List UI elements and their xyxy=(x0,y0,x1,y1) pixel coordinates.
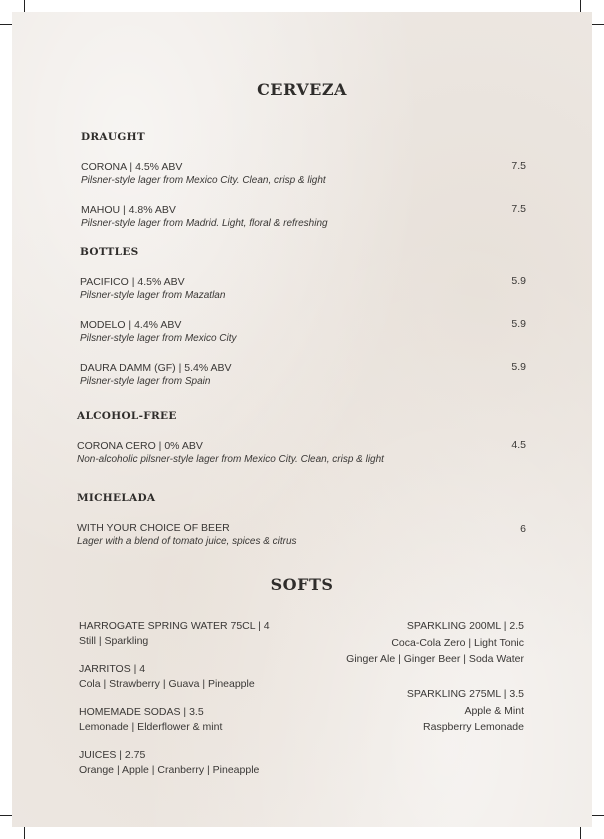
item-desc: Pilsner-style lager from Madrid. Light, floral & refreshing xyxy=(81,218,328,229)
item-name: MAHOU | 4.8% ABV xyxy=(81,204,176,216)
menu-item-modelo xyxy=(80,318,237,346)
crop-mark-bottom-left-v xyxy=(24,827,25,839)
item-options: Ginger Ale | Ginger Beer | Soda Water xyxy=(346,653,524,665)
bottles-heading: BOTTLES xyxy=(80,246,139,258)
item-desc: Non-alcoholic pilsner-style lager from Mexico City. Clean, crisp & light xyxy=(77,454,384,465)
item-price: 4.5 xyxy=(511,439,526,451)
item-name: JARRITOS | 4 xyxy=(79,663,146,675)
item-name: JUICES | 2.75 xyxy=(79,749,146,761)
softs-item-sparkling-200ml xyxy=(264,619,524,667)
item-options: Apple & Mint xyxy=(464,704,524,717)
menu-item-michelada xyxy=(77,521,297,549)
softs-title: SOFTS xyxy=(270,575,334,594)
item-desc: Pilsner-style lager from Spain xyxy=(80,376,211,387)
item-options: Coca-Cola Zero | Light Tonic xyxy=(391,636,524,649)
item-options: Orange | Apple | Cranberry | Pineapple xyxy=(79,763,260,776)
menu-item-mahou xyxy=(81,203,328,231)
item-price: 7.5 xyxy=(511,160,526,172)
item-name: CORONA | 4.5% ABV xyxy=(81,161,183,173)
item-name: WITH YOUR CHOICE OF BEER xyxy=(77,522,230,534)
item-name: MODELO | 4.4% ABV xyxy=(80,319,182,331)
item-options: Still | Sparkling xyxy=(79,634,149,647)
menu-item-daura-damm xyxy=(80,361,232,389)
softs-item-harrogate xyxy=(79,619,270,648)
crop-mark-top-left-v xyxy=(24,0,25,12)
crop-mark-top-right-h xyxy=(592,24,604,25)
softs-item-juices xyxy=(79,748,259,777)
item-price: 5.9 xyxy=(511,361,526,373)
item-options: Lemonade | Elderflower & mint xyxy=(79,720,223,733)
item-desc: Lager with a blend of tomato juice, spices & citrus xyxy=(77,536,297,547)
softs-item-homemade-sodas xyxy=(79,705,222,734)
item-name: SPARKLING 200ML | 2.5 xyxy=(406,620,524,632)
item-price: 7.5 xyxy=(511,203,526,215)
item-price: 5.9 xyxy=(511,318,526,330)
item-name: HOMEMADE SODAS | 3.5 xyxy=(79,706,204,718)
menu-item-pacifico xyxy=(80,275,225,303)
crop-mark-top-right-v xyxy=(580,0,581,12)
item-options: Raspberry Lemonade xyxy=(423,721,524,733)
softs-item-jarritos xyxy=(79,662,255,691)
item-name: HARROGATE SPRING WATER 75CL | 4 xyxy=(79,620,270,632)
item-price: 6 xyxy=(520,523,526,535)
item-desc: Pilsner-style lager from Mexico City. Clean, crisp & light xyxy=(81,175,326,186)
michelada-heading: MICHELADA xyxy=(77,492,156,504)
menu-item-corona xyxy=(81,160,326,188)
crop-mark-bottom-right-v xyxy=(580,827,581,839)
softs-item-sparkling-275ml xyxy=(264,687,524,735)
crop-mark-bottom-left-h xyxy=(0,815,12,816)
item-name: DAURA DAMM (GF) | 5.4% ABV xyxy=(80,362,232,374)
item-desc: Pilsner-style lager from Mexico City xyxy=(80,333,237,344)
cerveza-title: CERVEZA xyxy=(257,80,347,99)
item-name: CORONA CERO | 0% ABV xyxy=(77,440,203,452)
alcohol-free-heading: ALCOHOL-FREE xyxy=(77,410,177,422)
item-name: PACIFICO | 4.5% ABV xyxy=(80,276,185,288)
item-name: SPARKLING 275ML | 3.5 xyxy=(406,688,524,700)
menu-item-corona-cero xyxy=(77,439,384,467)
crop-mark-top-left-h xyxy=(0,24,12,25)
item-desc: Pilsner-style lager from Mazatlan xyxy=(80,290,226,301)
item-options: Cola | Strawberry | Guava | Pineapple xyxy=(79,677,255,690)
item-price: 5.9 xyxy=(511,275,526,287)
crop-mark-bottom-right-h xyxy=(592,815,604,816)
draught-heading: DRAUGHT xyxy=(81,131,145,143)
